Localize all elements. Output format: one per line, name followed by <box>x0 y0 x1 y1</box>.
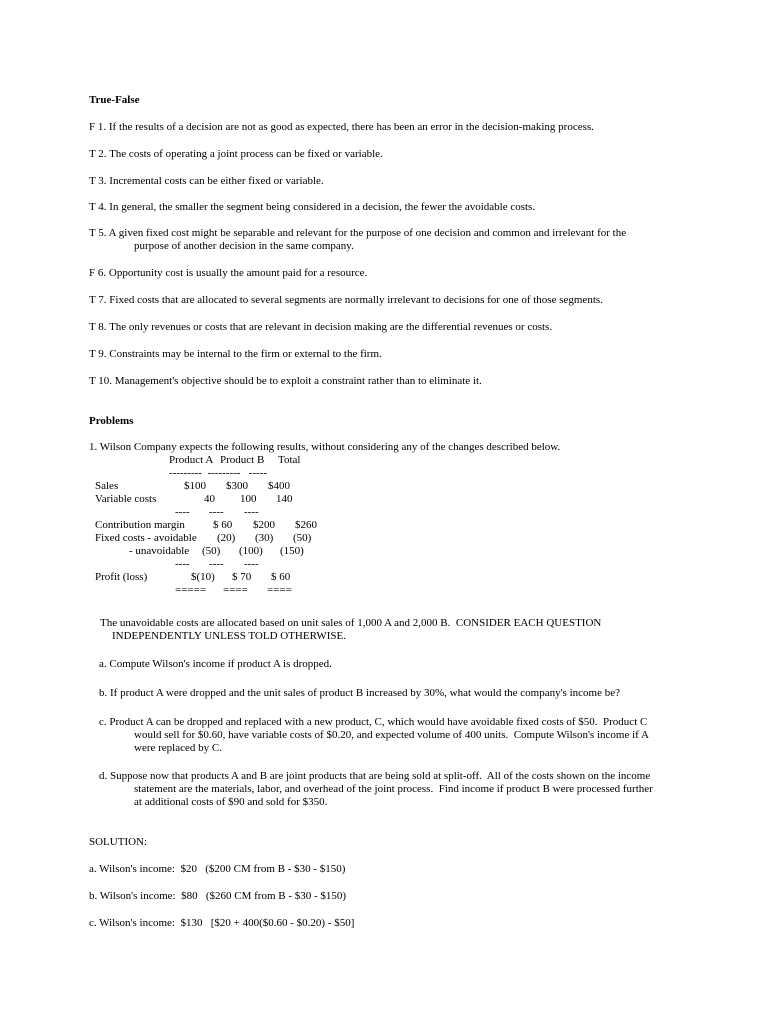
tf-item-4 <box>89 201 535 214</box>
solution-c: c. Wilson's income: $130 [$20 + 400($0.60 - $0.20) - $50] <box>89 917 355 929</box>
cell-sales-total: $400 <box>268 480 290 492</box>
rule-total: ---- <box>244 506 259 518</box>
tf-answer: T <box>89 375 96 387</box>
tf-item-1 <box>89 121 594 134</box>
tf-text: 6. Opportunity cost is usually the amount paid for a resource. <box>97 267 368 279</box>
cell-avoidable-b: (30) <box>255 532 274 544</box>
double-rule-b: ==== <box>223 584 248 596</box>
cell-avoidable-a: (20) <box>217 532 236 544</box>
true-false-heading: True-False <box>89 94 140 106</box>
rule-a: ---- <box>175 506 190 518</box>
question-b: b. If product A were dropped and the unit sales of product B increased by 30%, what would the company's income be? <box>99 687 620 699</box>
cell-cm-total: $260 <box>295 519 317 531</box>
tf-text: 5. A given fixed cost might be separable and relevant for the purpose of one decision and common and irrelevant for the <box>98 227 627 239</box>
row-label-fixed-avoidable: Fixed costs - avoidable <box>95 532 197 544</box>
row-label-variable-costs: Variable costs <box>95 493 157 505</box>
tf-answer: F <box>89 267 96 279</box>
question-a: a. Compute Wilson's income if product A is dropped. <box>99 658 332 670</box>
tf-answer: T <box>89 201 96 213</box>
rule-a-2: ---- <box>175 558 190 570</box>
cell-unavoidable-b: (100) <box>239 545 263 557</box>
tf-answer: T <box>89 148 96 160</box>
tf-text: 10. Management's objective should be to exploit a constraint rather than to eliminate it. <box>98 375 482 387</box>
income-statement-table <box>95 454 335 596</box>
tf-text: 7. Fixed costs that are allocated to several segments are normally irrelevant to decisions for one of those segments. <box>98 294 603 306</box>
tf-answer: F <box>89 121 96 133</box>
tf-answer: T <box>89 348 96 360</box>
solution-a: a. Wilson's income: $20 ($200 CM from B - $30 - $150) <box>89 863 346 875</box>
tf-text: 2. The costs of operating a joint process can be fixed or variable. <box>98 148 383 160</box>
tf-text: 1. If the results of a decision are not as good as expected, there has been an error in the decision-making process. <box>97 121 594 133</box>
rule-total-2: ---- <box>244 558 259 570</box>
cell-profit-total: $ 60 <box>271 571 291 583</box>
tf-answer: T <box>89 227 96 239</box>
tf-item-5 <box>89 227 626 240</box>
question-c-line-1: c. Product A can be dropped and replaced with a new product, C, which would have avoidable fixed costs of $50. Product C <box>99 716 648 728</box>
tf-item-10 <box>89 375 482 388</box>
cell-variable-total: 140 <box>276 493 293 505</box>
tf-answer: T <box>89 321 96 333</box>
problem-note-line-2: INDEPENDENTLY UNLESS TOLD OTHERWISE. <box>112 630 346 642</box>
cell-unavoidable-a: (50) <box>202 545 221 557</box>
tf-item-2 <box>89 148 383 161</box>
tf-item-8 <box>89 321 552 334</box>
cell-profit-b: $ 70 <box>232 571 252 583</box>
col-header-total: Total <box>278 454 301 466</box>
problems-heading: Problems <box>89 415 134 427</box>
solution-b: b. Wilson's income: $80 ($260 CM from B - $30 - $150) <box>89 890 347 902</box>
col-header-product-b: Product B <box>220 454 265 466</box>
double-rule-total: ==== <box>267 584 292 596</box>
cell-sales-a: $100 <box>184 480 206 492</box>
cell-cm-a: $ 60 <box>213 519 233 531</box>
question-d-line-1: d. Suppose now that products A and B are joint products that are being sold at split-off. All of the costs shown on the income <box>99 770 651 782</box>
question-d-line-3: at additional costs of $90 and sold for $350. <box>134 796 328 808</box>
double-rule-a: ===== <box>175 584 207 596</box>
tf-text: 8. The only revenues or costs that are relevant in decision making are the differential revenues or costs. <box>98 321 553 333</box>
row-label-contribution-margin: Contribution margin <box>95 519 185 531</box>
cell-variable-b: 100 <box>240 493 257 505</box>
question-c-line-3: were replaced by C. <box>134 742 222 754</box>
cell-cm-b: $200 <box>253 519 275 531</box>
rule-b: ---- <box>209 506 224 518</box>
row-label-fixed-unavoidable: - unavoidable <box>129 545 190 557</box>
cell-profit-a: $(10) <box>191 571 215 583</box>
col-header-product-a: Product A <box>169 454 214 466</box>
question-c-line-2: would sell for $0.60, have variable costs of $0.20, and expected volume of 400 units. Compute Wilson's income if A <box>134 729 649 741</box>
cell-variable-a: 40 <box>204 493 215 505</box>
header-rule: --------- --------- ----- <box>169 467 268 479</box>
tf-text: 3. Incremental costs can be either fixed or variable. <box>98 175 324 187</box>
tf-item-5-continuation: purpose of another decision in the same company. <box>134 240 354 252</box>
problem-intro: 1. Wilson Company expects the following results, without considering any of the changes described below. <box>89 441 561 453</box>
problem-note-line-1: The unavoidable costs are allocated based on unit sales of 1,000 A and 2,000 B. CONSIDER EACH QUESTION <box>100 617 602 629</box>
solution-heading: SOLUTION: <box>89 836 148 848</box>
tf-text: 9. Constraints may be internal to the firm or external to the firm. <box>98 348 382 360</box>
row-label-profit: Profit (loss) <box>95 571 148 583</box>
tf-item-3 <box>89 175 324 188</box>
tf-answer: T <box>89 175 96 187</box>
tf-answer: T <box>89 294 96 306</box>
cell-unavoidable-total: (150) <box>280 545 304 557</box>
cell-sales-b: $300 <box>226 480 248 492</box>
question-d-line-2: statement are the materials, labor, and overhead of the joint process. Find income if product B were processed further <box>134 783 653 795</box>
rule-b-2: ---- <box>209 558 224 570</box>
tf-item-7 <box>89 294 603 307</box>
row-label-sales: Sales <box>95 480 119 492</box>
tf-item-9 <box>89 348 382 361</box>
tf-text: 4. In general, the smaller the segment being considered in a decision, the fewer the avoidable costs. <box>98 201 536 213</box>
cell-avoidable-total: (50) <box>293 532 312 544</box>
tf-item-6 <box>89 267 367 280</box>
